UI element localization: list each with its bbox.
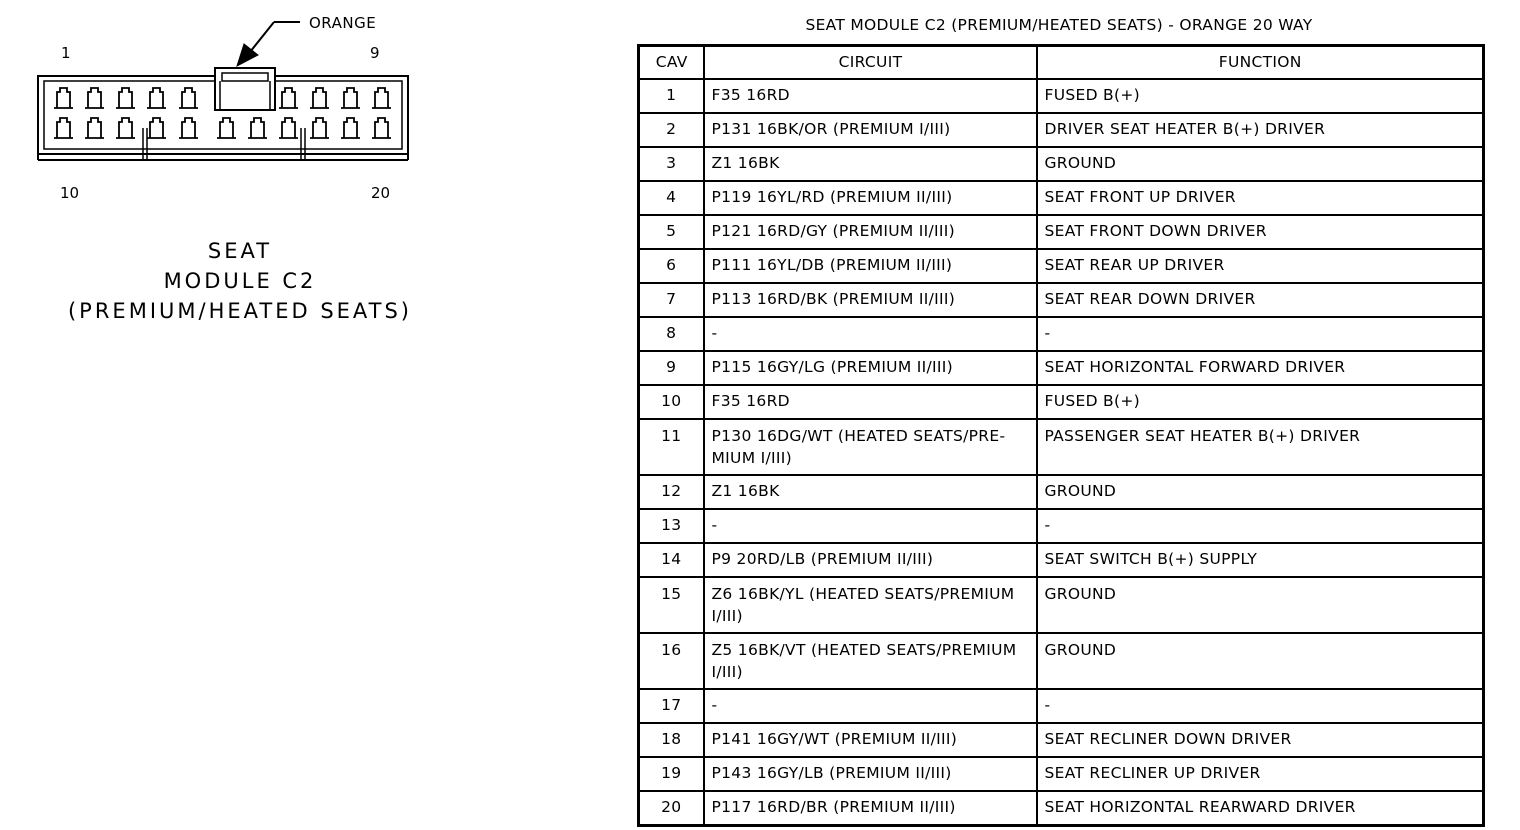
table-row [639,249,1484,283]
cell-cav: 12 [639,475,704,509]
cavity-outline [54,88,73,108]
pinout-table [637,44,1485,827]
cavity-outline [85,118,104,138]
cavity-outline [217,118,236,138]
cavity-outline [179,118,198,138]
table-row [639,633,1484,689]
table-row [639,419,1484,475]
header-function: FUNCTION [1037,46,1484,80]
cell-cav: 18 [639,723,704,757]
cavity-outline [147,118,166,138]
cavity-outline [279,88,298,108]
pin-label-10: 10 [60,184,80,202]
cell-circuit: - [704,317,1037,351]
cavity-outline [85,88,104,108]
cell-function: SEAT FRONT UP DRIVER [1037,181,1484,215]
cell-circuit: P130 16DG/WT (HEATED SEATS/PRE- MIUM I/III) [704,419,1037,475]
cell-function: - [1037,689,1484,723]
cell-circuit: - [704,689,1037,723]
cavity-outline [341,118,360,138]
cell-cav: 8 [639,317,704,351]
cell-circuit: P121 16RD/GY (PREMIUM II/III) [704,215,1037,249]
cell-circuit: - [704,509,1037,543]
cell-function: SEAT RECLINER DOWN DRIVER [1037,723,1484,757]
cell-function: - [1037,317,1484,351]
cell-cav: 19 [639,757,704,791]
cell-function: GROUND [1037,147,1484,181]
table-row [639,181,1484,215]
cavity-outline [116,118,135,138]
cell-circuit: F35 16RD [704,385,1037,419]
color-callout-arrow [237,22,300,66]
cell-cav: 15 [639,577,704,633]
cell-cav: 20 [639,791,704,826]
cavity-outline [116,88,135,108]
cell-function: DRIVER SEAT HEATER B(+) DRIVER [1037,113,1484,147]
table-row [639,317,1484,351]
header-circuit: CIRCUIT [704,46,1037,80]
cell-circuit: F35 16RD [704,79,1037,113]
table-row [639,509,1484,543]
connector-color-label: ORANGE [309,14,377,32]
cell-cav: 4 [639,181,704,215]
cell-function: SEAT REAR DOWN DRIVER [1037,283,1484,317]
cell-cav: 17 [639,689,704,723]
cell-function: GROUND [1037,577,1484,633]
cavity-outline [54,118,73,138]
cell-function: FUSED B(+) [1037,79,1484,113]
cell-circuit: P9 20RD/LB (PREMIUM II/III) [704,543,1037,577]
cell-function: PASSENGER SEAT HEATER B(+) DRIVER [1037,419,1484,475]
cell-function: SEAT FRONT DOWN DRIVER [1037,215,1484,249]
table-caption: SEAT MODULE C2 (PREMIUM/HEATED SEATS) - ORANGE 20 WAY [805,16,1313,34]
cavity-outline [248,118,267,138]
cell-circuit: P111 16YL/DB (PREMIUM II/III) [704,249,1037,283]
cavity-outline [341,88,360,108]
connector-housing [38,68,408,160]
connector-title-line: (PREMIUM/HEATED SEATS) [67,299,412,323]
cell-circuit: P131 16BK/OR (PREMIUM I/III) [704,113,1037,147]
table-row [639,543,1484,577]
table-row [639,283,1484,317]
cell-function: SEAT RECLINER UP DRIVER [1037,757,1484,791]
cell-circuit: P143 16GY/LB (PREMIUM II/III) [704,757,1037,791]
cell-cav: 3 [639,147,704,181]
pinout-table-body [639,79,1484,826]
table-row [639,689,1484,723]
table-row [639,791,1484,826]
pin-label-20: 20 [371,184,391,202]
cavity-outline [179,88,198,108]
cell-circuit: P115 16GY/LG (PREMIUM II/III) [704,351,1037,385]
cell-circuit: Z1 16BK [704,147,1037,181]
table-row [639,723,1484,757]
cavity-outline [279,118,298,138]
cell-circuit: P117 16RD/BR (PREMIUM II/III) [704,791,1037,826]
cell-cav: 5 [639,215,704,249]
cell-cav: 14 [639,543,704,577]
cell-function: SEAT HORIZONTAL FORWARD DRIVER [1037,351,1484,385]
table-row [639,385,1484,419]
table-row [639,215,1484,249]
pin-label-1: 1 [61,44,71,62]
cell-function: - [1037,509,1484,543]
table-row [639,113,1484,147]
cell-cav: 1 [639,79,704,113]
table-row [639,475,1484,509]
table-row [639,79,1484,113]
cell-circuit: P113 16RD/BK (PREMIUM II/III) [704,283,1037,317]
cell-function: FUSED B(+) [1037,385,1484,419]
cavity-outline [310,88,329,108]
table-row [639,577,1484,633]
cell-cav: 13 [639,509,704,543]
cell-circuit: Z5 16BK/VT (HEATED SEATS/PREMIUM I/III) [704,633,1037,689]
cell-cav: 10 [639,385,704,419]
cell-function: SEAT SWITCH B(+) SUPPLY [1037,543,1484,577]
cell-cav: 11 [639,419,704,475]
table-row [639,351,1484,385]
cell-cav: 16 [639,633,704,689]
connector-title-line: MODULE C2 [163,269,317,293]
cell-circuit: P141 16GY/WT (PREMIUM II/III) [704,723,1037,757]
cell-circuit: Z1 16BK [704,475,1037,509]
cell-cav: 6 [639,249,704,283]
connector-title-line: SEAT [207,239,273,263]
cell-function: GROUND [1037,633,1484,689]
cell-circuit: P119 16YL/RD (PREMIUM II/III) [704,181,1037,215]
connector-title [40,236,440,326]
cell-function: SEAT HORIZONTAL REARWARD DRIVER [1037,791,1484,826]
cavity-outline [147,88,166,108]
table-row [639,757,1484,791]
cavity-outline [372,88,391,108]
cell-cav: 7 [639,283,704,317]
cell-circuit: Z6 16BK/YL (HEATED SEATS/PREMIUM I/III) [704,577,1037,633]
cell-cav: 2 [639,113,704,147]
table-row [639,147,1484,181]
cell-function: SEAT REAR UP DRIVER [1037,249,1484,283]
cavity-outline [310,118,329,138]
header-cav: CAV [639,46,704,80]
cavity-outline [372,118,391,138]
cell-function: GROUND [1037,475,1484,509]
table-header-row [639,46,1484,80]
cell-cav: 9 [639,351,704,385]
pin-label-9: 9 [370,44,380,62]
